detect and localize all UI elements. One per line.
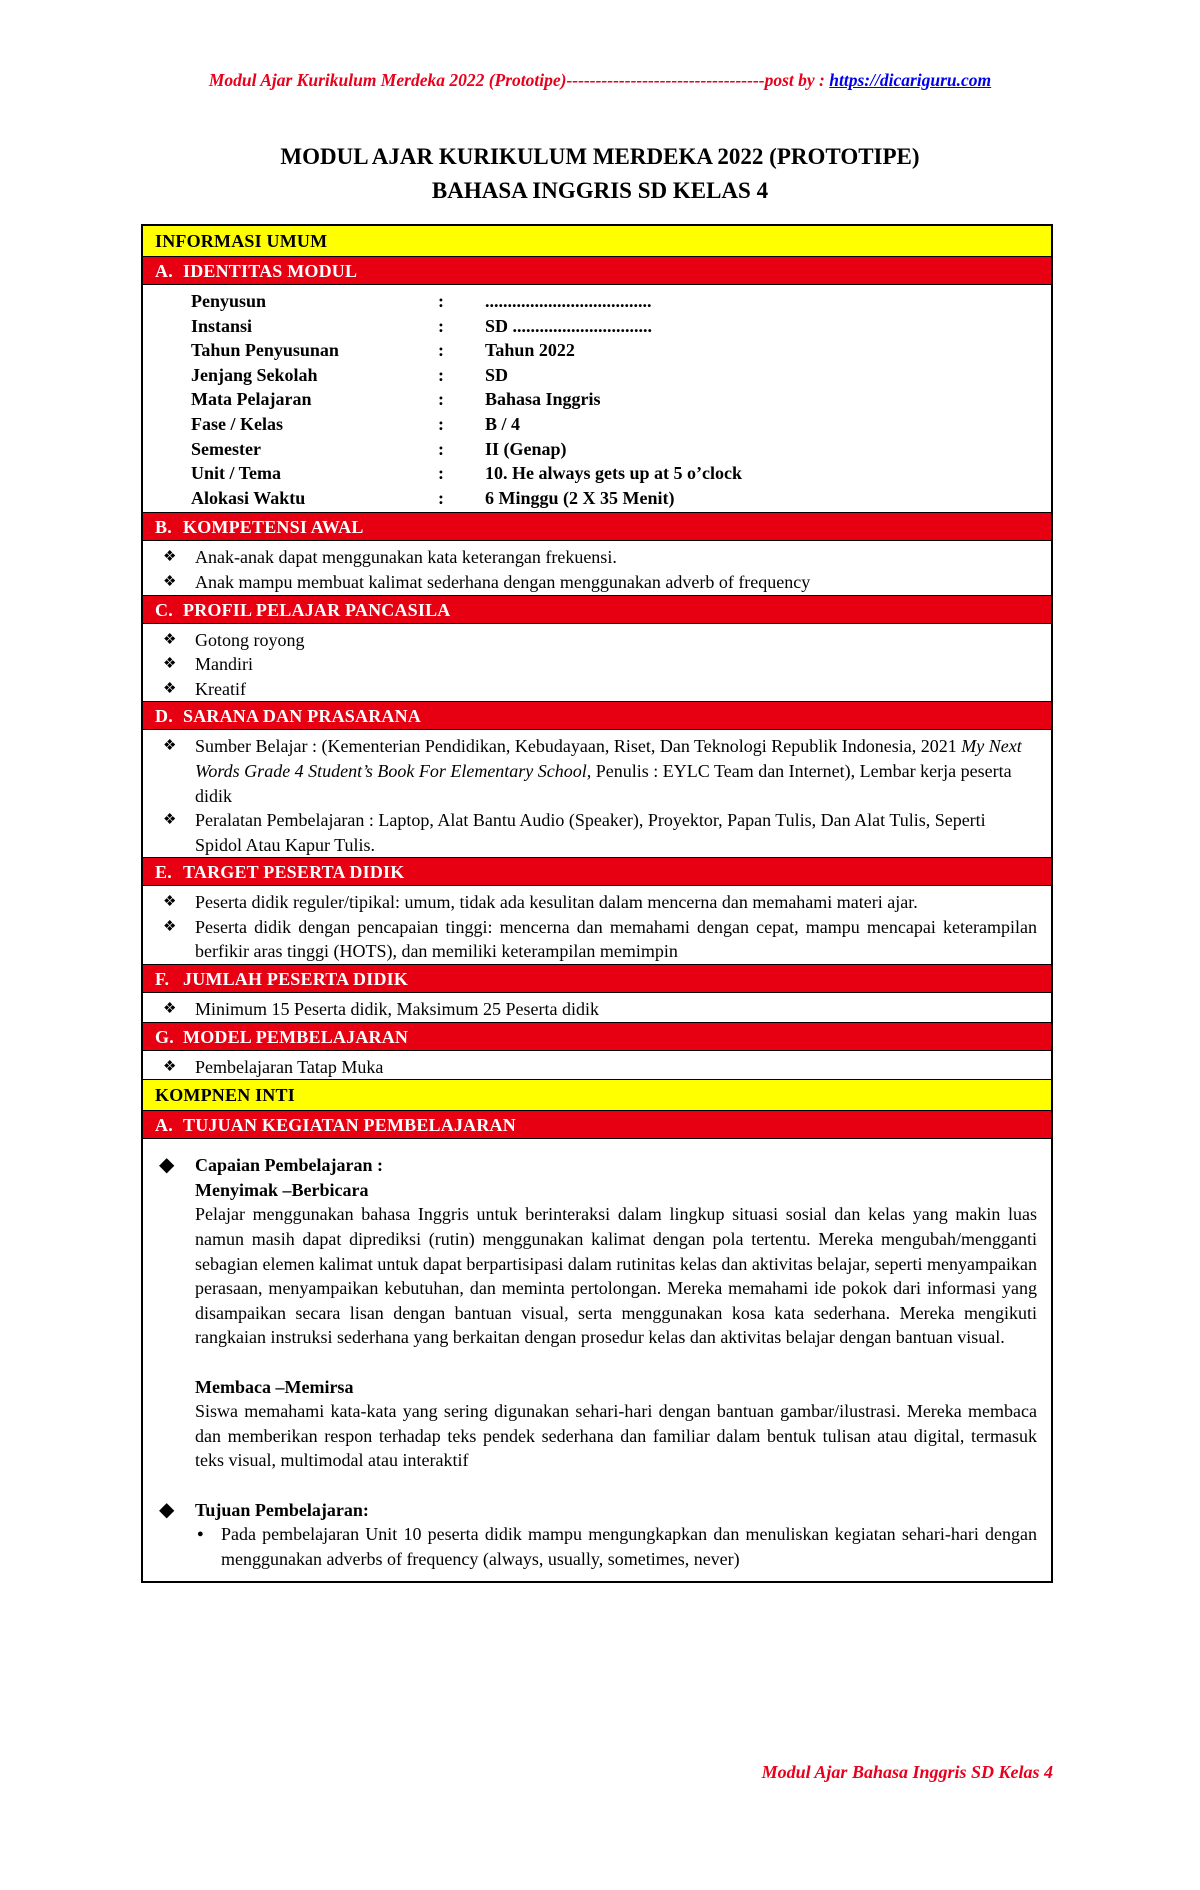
informasi-umum-header: INFORMASI UMUM <box>143 226 1051 257</box>
list-item: ❖ Pembelajaran Tatap Muka <box>195 1055 1037 1080</box>
section-model-header: G. MODEL PEMBELAJARAN <box>143 1023 1051 1051</box>
list-item: ❖ Peserta didik dengan pencapaian tinggi: mencerna dan memahami dengan cepat, mampu mencapai keterampilan berfikir aras tinggi (HOTS), dan memiliki keterampilan memimpin <box>195 915 1037 964</box>
tujuan-block <box>159 1498 1037 1572</box>
identitas-row: Jenjang Sekolah : SD <box>191 364 509 385</box>
identitas-row: Penyusun : ..................................... <box>191 291 652 311</box>
identitas-row: Mata Pelajaran : Bahasa Inggris <box>191 389 601 410</box>
capaian-heading: Capaian Pembelajaran : <box>195 1155 383 1176</box>
section-profil-header: C. PROFIL PELAJAR PANCASILA <box>143 596 1051 624</box>
identitas-row: Instansi : SD ............................... <box>191 315 653 336</box>
tujuan-section <box>143 1139 1051 1581</box>
kompetensi-section <box>143 541 1051 595</box>
membaca-text: Siswa memahami kata-kata yang sering digunakan sehari-hari dengan bantuan gambar/ilustrasi. Mereka membaca dan memberikan respon terhadap teks pendek sederhana dan familiar dalam bentuk tulisan atau digital, termasuk teks visual, multimodal atau interaktif <box>195 1401 1037 1471</box>
header-text: Modul Ajar Kurikulum Merdeka 2022 (Prototipe)----------------------------------post by : <box>208 70 830 90</box>
book-title: My Next Words Grade 4 Student’s Book For Elementary School, <box>195 736 1022 781</box>
page-header <box>0 70 1200 91</box>
identitas-row: Fase / Kelas : B / 4 <box>191 413 521 434</box>
menyimak-heading: Menyimak –Berbicara <box>195 1179 369 1200</box>
document-title <box>0 140 1200 208</box>
page-footer: Modul Ajar Bahasa Inggris SD Kelas 4 <box>761 1762 1053 1782</box>
section-identitas-header: A. IDENTITAS MODUL <box>143 257 1051 285</box>
section-tujuan-header: A. TUJUAN KEGIATAN PEMBELAJARAN <box>143 1111 1051 1139</box>
list-item: ❖ Anak-anak dapat menggunakan kata keterangan frekuensi. <box>195 545 1037 570</box>
list-item: ❖ Minimum 15 Peserta didik, Maksimum 25 Peserta didik <box>195 997 1037 1022</box>
identitas-row: Tahun Penyusunan : Tahun 2022 <box>191 340 575 361</box>
list-item: ● Pada pembelajaran Unit 10 peserta didik mampu mengungkapkan dan menuliskan kegiatan sehari-hari dengan menggunakan adverbs of frequency (always, usually, sometimes, never) <box>221 1522 1037 1571</box>
sarana-section <box>143 730 1051 858</box>
identitas-row: Semester : II (Genap) <box>191 438 567 459</box>
membaca-heading: Membaca –Memirsa <box>195 1376 354 1397</box>
list-item: ❖ Gotong royong <box>195 628 1037 653</box>
section-jumlah-header: F. JUMLAH PESERTA DIDIK <box>143 965 1051 993</box>
tujuan-heading: Tujuan Pembelajaran: <box>195 1499 369 1520</box>
list-item: ❖ Anak mampu membuat kalimat sederhana dengan menggunakan adverb of frequency <box>195 570 1037 595</box>
title-line-1: MODUL AJAR KURIKULUM MERDEKA 2022 (PROTOTIPE) <box>280 144 920 169</box>
title-line-2: BAHASA INGGRIS SD KELAS 4 <box>431 178 769 203</box>
identitas-row: Unit / Tema : 10. He always gets up at 5 o’clock <box>191 463 742 484</box>
header-link[interactable]: https://dicariguru.com <box>829 70 992 90</box>
peralatan-item: ❖ Peralatan Pembelajaran : Laptop, Alat Bantu Audio (Speaker), Proyektor, Papan Tulis, Dan Alat Tulis, Seperti Spidol Atau Kapur Tulis. <box>195 808 1037 857</box>
diamond-bullet-icon: ◆ <box>159 1498 175 1521</box>
model-section <box>143 1051 1051 1081</box>
identitas-row: Alokasi Waktu : 6 Minggu (2 X 35 Menit) <box>191 487 675 508</box>
profil-section <box>143 624 1051 703</box>
section-kompetensi-header: B. KOMPETENSI AWAL <box>143 513 1051 541</box>
module-table <box>141 224 1053 1583</box>
identitas-list <box>143 285 1051 513</box>
menyimak-text: Pelajar menggunakan bahasa Inggris untuk berinteraksi dalam lingkup situasi sosial dan kelas yang makin luas namun masih dapat diprediksi (rutin) menggunakan kalimat dengan pola tertentu. Mereka mengubah/mengganti sebagian elemen kalimat untuk dapat berpartisipasi dalam rutinitas kelas dan aktivitas belajar, seperti menyampaikan perasaan, menyampaikan kebutuhan, dan meminta pertolongan. Mereka memahami ide pokok dari informasi yang disampaikan secara lisan dengan bantuan visual, serta menggunakan kosa kata sederhana. Mereka mengikuti rangkaian instruksi sederhana yang berkaitan dengan prosedur kelas dan aktivitas belajar dengan bantuan visual. <box>195 1204 1037 1348</box>
section-target-header: E. TARGET PESERTA DIDIK <box>143 858 1051 886</box>
list-item: ❖ Peserta didik reguler/tipikal: umum, tidak ada kesulitan dalam mencerna dan memahami materi ajar. <box>195 890 1037 915</box>
section-sarana-header: D. SARANA DAN PRASARANA <box>143 702 1051 730</box>
target-section <box>143 886 1051 965</box>
list-item: ❖ Kreatif <box>195 677 1037 702</box>
capaian-block <box>159 1153 1037 1473</box>
komponen-inti-header: KOMPNEN INTI <box>143 1080 1051 1111</box>
list-item: ❖ Mandiri <box>195 652 1037 677</box>
jumlah-section <box>143 993 1051 1023</box>
sumber-belajar-item: ❖ Sumber Belajar : (Kementerian Pendidikan, Kebudayaan, Riset, Dan Teknologi Republik Indonesia, 2021 My Next Words Grade 4 Student’s Book For Elementary School, Penulis : EYLC Team dan Internet), Lembar kerja peserta didik <box>195 734 1037 808</box>
diamond-bullet-icon: ◆ <box>159 1154 175 1177</box>
